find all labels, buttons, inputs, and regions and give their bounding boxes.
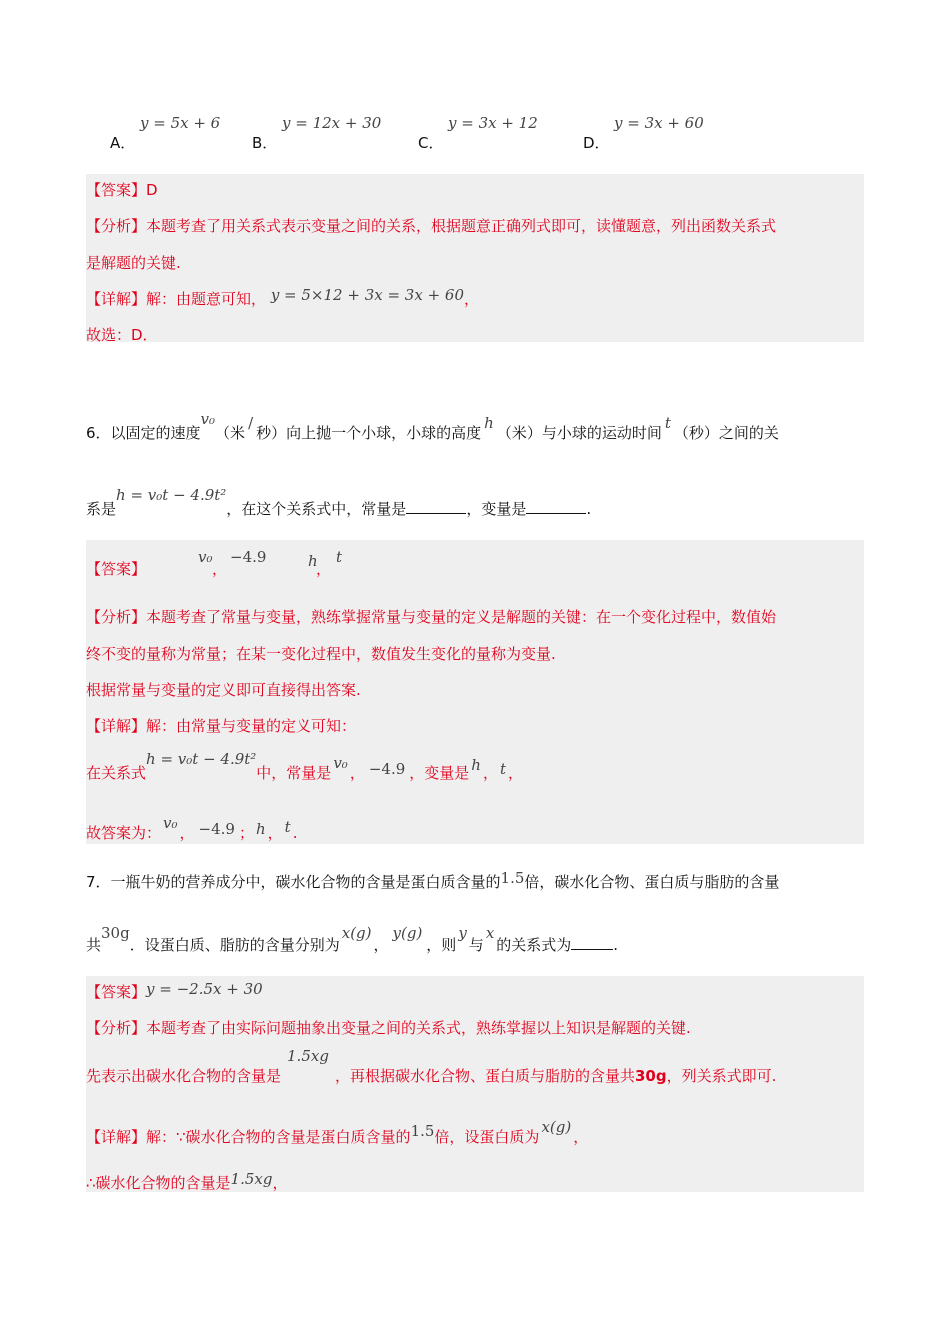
answer-label: 【答案】 [86,181,147,199]
q5-analysis-line-2: 是解题的关键. [86,254,181,272]
detail-text: ∴碳水化合物的含量是 [86,1174,231,1192]
analysis-text: 本题考查了常量与变量，熟练掌握常量与变量的定义是解题的关键：在一个变化过程中，数值始 [146,608,777,626]
final-h: h [255,820,266,838]
q7-detail-line-1 [86,1118,589,1147]
detail-text: 倍，设蛋白质为 [434,1128,540,1146]
q7-answer-line [86,981,263,1002]
analysis-text: 本题考查了用关系式表示变量之间的关系，根据题意正确列式即可，读懂题意，列出函数关系式 [146,217,777,235]
q6-blank-variable[interactable] [526,499,586,514]
option-c-formula: y = 3x + 12 [448,114,538,132]
final-t: t [284,818,291,836]
q6-detail-line-2 [86,750,524,783]
q7-text: ，则 [426,936,457,954]
detail-text: ，变量是 [409,764,470,782]
q7-text: ．设蛋白质、脂肪的含量分别为 [129,936,340,954]
q7-text: 的关系式为 [496,936,572,954]
q7-line-2 [86,924,619,955]
analysis-text: ，列关系式即可. [666,1067,777,1085]
q7-amount: 30g [101,924,130,942]
analysis-text: 本题考查了由实际问题抽象出变量之间的关系式，熟练掌握以上知识是解题的关键. [146,1019,691,1037]
detail-text: ， [267,824,283,842]
q6-line-1 [86,410,779,443]
detail-text: 在关系式 [86,764,147,782]
q6-v0: v₀ [200,410,216,428]
q7-detail-line-2 [86,1172,287,1193]
detail-text: 解：由常量与变量的定义可知： [146,717,357,735]
q6-h: h [484,414,494,432]
detail-text: . [292,824,298,842]
q7-blank-relation[interactable] [571,935,613,950]
final-neg: −4.9 [198,820,235,838]
final-v0: v₀ [163,814,178,832]
detail-pre: 解：由题意可知， [146,290,267,308]
analysis-label: 【分析】 [86,217,147,235]
q5-answer-line [86,179,158,200]
option-b-letter: B． [252,134,278,152]
answer-comma-1: ， [212,560,228,578]
detail-label: 【详解】 [86,717,147,735]
detail-text: ， [272,1174,288,1192]
detail-t: t [499,760,506,778]
detail-text: ， [482,764,498,782]
q5-analysis-line-1 [86,215,776,236]
detail-formula: y = 5×12 + 3x = 3x + 60 [270,286,464,304]
q6-text-b: （米 [215,424,246,442]
q6-detail-line-1 [86,715,356,736]
option-c-letter: C． [418,134,444,152]
q6-text-g: ，在这个关系式中，常量是 [226,500,407,518]
q7-text: 与 [468,936,484,954]
q6-slash: / [248,414,254,432]
q7-factor: 1.5 [500,869,525,887]
analysis-text: 先表示出碳水化合物的含量是 [86,1067,282,1085]
q7-text: 7．一瓶牛奶的营养成分中，碳水化合物的含量是蛋白质含量的 [86,873,501,891]
detail-neg: −4.9 [368,760,406,778]
detail-text: ， [573,1128,589,1146]
q6-answer-line [86,548,343,579]
q6-text-i: . [586,500,592,518]
analysis-text: ，再根据碳水化合物、蛋白质与脂肪的含量共 [334,1067,635,1085]
q6-line-2 [86,486,592,519]
q7-text: 共 [86,936,102,954]
detail-formula: 1.5xg [230,1170,273,1188]
q6-blank-constant[interactable] [406,499,466,514]
detail-label: 【详解】 [86,1128,147,1146]
q6-analysis-line-1 [86,606,776,627]
option-d-letter: D． [583,134,610,152]
detail-post: ， [464,290,480,308]
detail-text: 解：∵碳水化合物的含量是蛋白质含量的 [146,1128,411,1146]
q5-choose-line: 故选：D． [86,326,158,344]
detail-text: 故答案为： [86,824,162,842]
q7-xg: x(g) [341,924,372,942]
q7-text: . [613,936,619,954]
q6-t: t [664,414,671,432]
q5-solution-box [86,174,864,342]
q5-detail-line [86,288,479,309]
option-d-formula: y = 3x + 60 [614,114,704,132]
option-a-formula: y = 5x + 6 [140,114,221,132]
answer-value: D [146,181,158,199]
q6-text-a: 6．以固定的速度 [86,424,201,442]
option-a-letter: A． [110,134,136,152]
q7-analysis-line-2 [86,1047,777,1086]
q7-line-1 [86,871,779,892]
analysis-bold: 30g [634,1067,667,1085]
answer-label: 【答案】 [86,560,147,578]
answer-t: t [336,548,343,566]
answer-h: h [308,552,318,570]
q6-text-f: 系是 [86,500,117,518]
analysis-label: 【分析】 [86,608,147,626]
q7-yg: y(g) [392,924,423,942]
answer-formula: y = −2.5x + 30 [146,980,263,998]
detail-h: h [471,756,481,774]
q7-text: ， [373,936,389,954]
q6-analysis-line-2: 终不变的量称为常量；在某一变化过程中，数值发生变化的量称为变量. [86,645,556,663]
detail-text: ， [508,764,524,782]
q6-text-e: （秒）之间的关 [673,424,779,442]
detail-label: 【详解】 [86,290,147,308]
detail-text: ， [349,764,365,782]
detail-text: ， [179,824,195,842]
option-b-formula: y = 12x + 30 [282,114,382,132]
detail-v0: v₀ [333,754,348,772]
answer-neg: −4.9 [230,548,267,566]
q6-final-answer-line [86,814,298,843]
q7-text: 倍，碳水化合物、蛋白质与脂肪的含量 [524,873,780,891]
q7-x: x [485,924,495,942]
analysis-formula: 1.5xg [287,1047,329,1065]
q6-text-h: ，变量是 [466,500,527,518]
detail-text: ； [238,824,254,842]
detail-factor: 1.5 [410,1122,435,1140]
answer-v0: v₀ [198,548,213,566]
answer-label: 【答案】 [86,983,147,1001]
q7-analysis-line-1 [86,1017,691,1038]
detail-xg: x(g) [541,1118,572,1136]
detail-text: 中，常量是 [256,764,332,782]
q6-text-d: （米）与小球的运动时间 [496,424,662,442]
answer-comma-2: ， [316,560,332,578]
detail-formula: h = v₀t − 4.9t² [146,750,257,768]
q7-y: y [458,924,467,942]
q6-formula: h = v₀t − 4.9t² [116,486,227,504]
q6-text-c: 秒）向上抛一个小球，小球的高度 [256,424,482,442]
analysis-label: 【分析】 [86,1019,147,1037]
q6-analysis-line-3: 根据常量与变量的定义即可直接得出答案. [86,681,361,699]
